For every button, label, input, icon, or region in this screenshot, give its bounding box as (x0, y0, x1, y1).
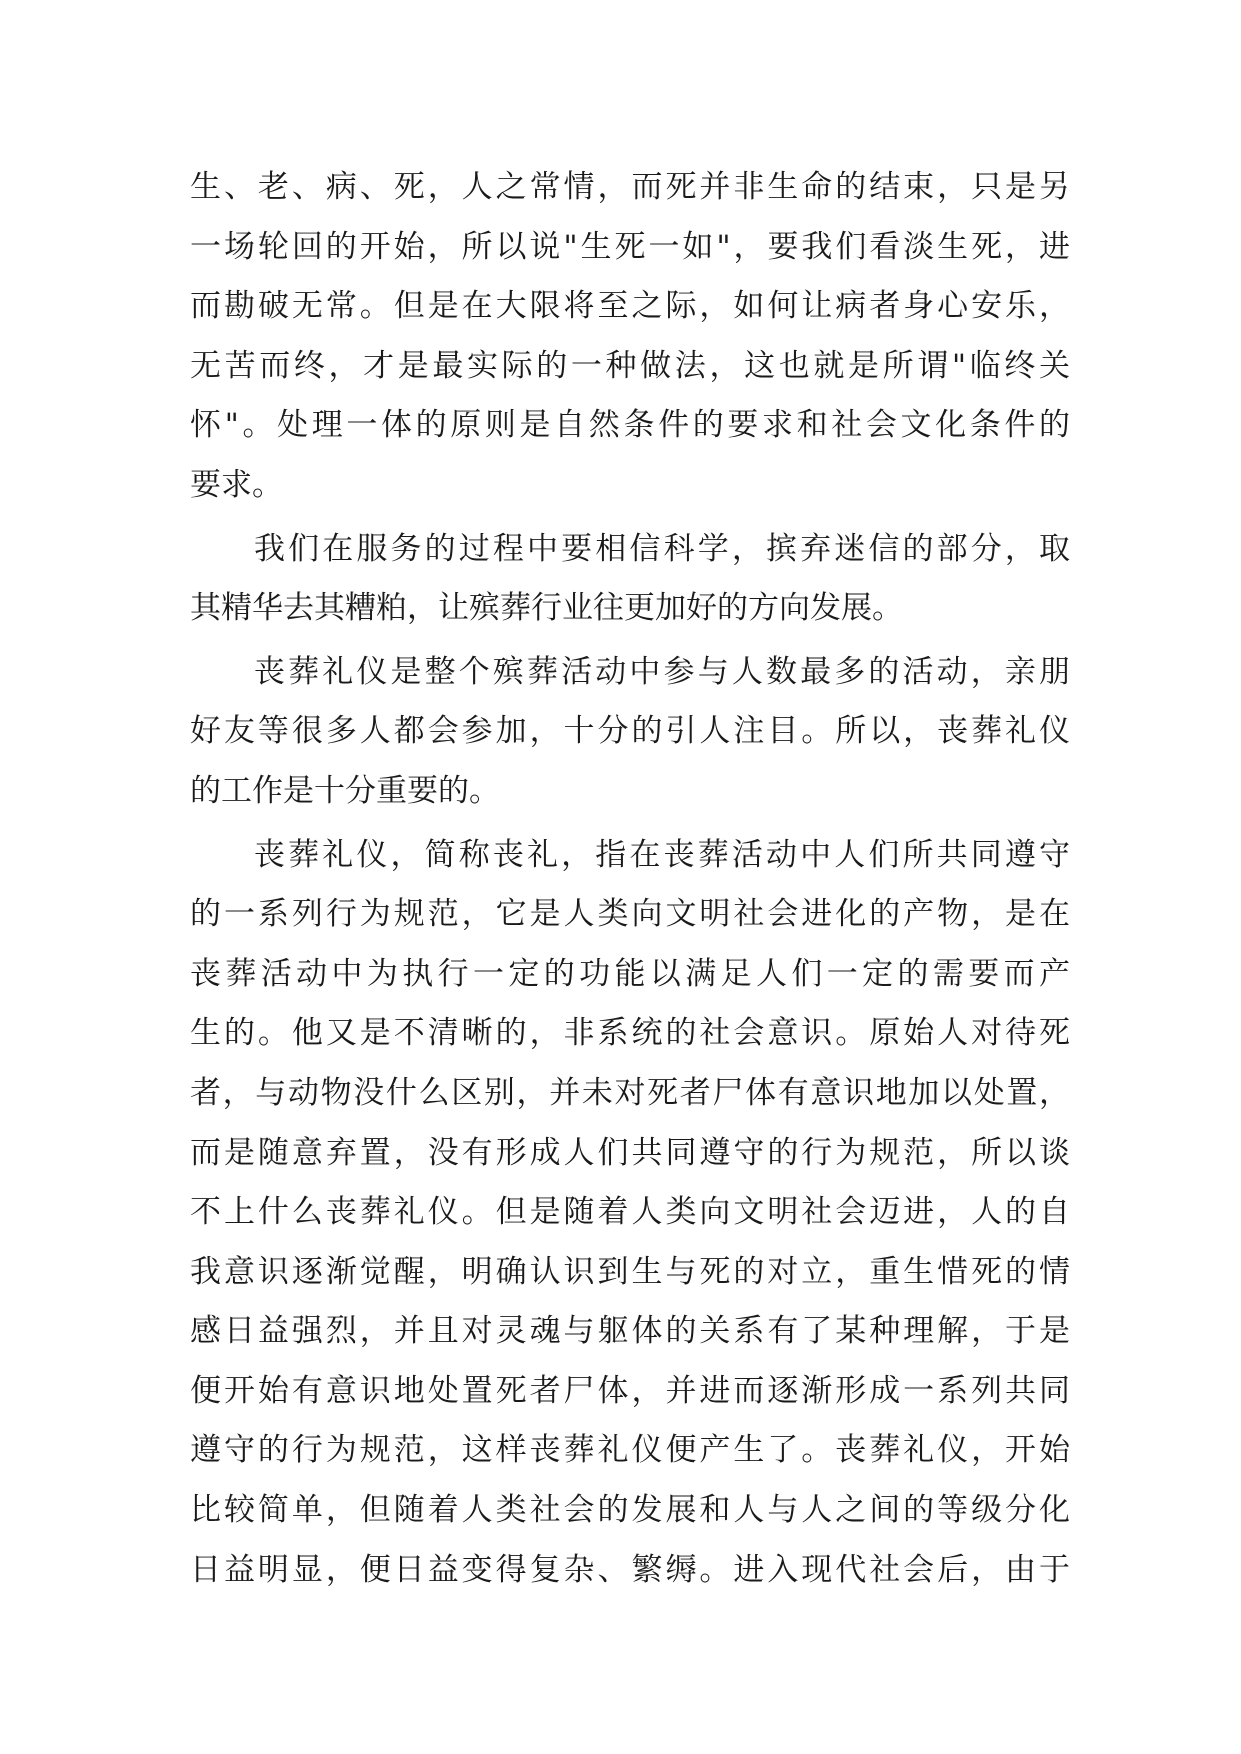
text-line: 丧葬礼仪是整个殡葬活动中参与人数最多的活动，亲朋 (254, 653, 1070, 690)
text-line: 生的。他又是不清晰的，非系统的社会意识。原始人对待死 (190, 1015, 1070, 1052)
text-line: 的工作是十分重要的。 (190, 772, 500, 809)
paragraph-1 (190, 158, 1070, 516)
text-line: 而勘破无常。但是在大限将至之际，如何让病者身心安乐， (190, 288, 1070, 325)
text-line: 日益明显，便日益变得复杂、繁缛。进入现代社会后，由于 (190, 1551, 1070, 1588)
paragraph-2 (190, 520, 1070, 639)
text-line: 我们在服务的过程中要相信科学，摈弃迷信的部分，取 (254, 530, 1070, 567)
paragraph-3 (190, 643, 1070, 822)
text-line: 不上什么丧葬礼仪。但是随着人类向文明社会迈进，人的自 (190, 1194, 1070, 1231)
text-line: 的一系列行为规范，它是人类向文明社会进化的产物，是在 (190, 896, 1070, 933)
text-line: 生、老、病、死，人之常情，而死并非生命的结束，只是另 (190, 169, 1070, 205)
text-line: 我意识逐渐觉醒，明确认识到生与死的对立，重生惜死的情 (190, 1253, 1070, 1290)
body-text (190, 158, 1070, 1600)
text-line: 丧葬活动中为执行一定的功能以满足人们一定的需要而产 (190, 955, 1070, 992)
paragraph-4 (190, 826, 1070, 1601)
text-line: 丧葬礼仪，简称丧礼，指在丧葬活动中人们所共同遵守 (254, 836, 1070, 873)
text-line: 好友等很多人都会参加，十分的引人注目。所以，丧葬礼仪 (190, 713, 1070, 750)
text-line: 者，与动物没什么区别，并未对死者尸体有意识地加以处置， (190, 1074, 1070, 1111)
text-line: 比较简单，但随着人类社会的发展和人与人之间的等级分化 (190, 1492, 1070, 1529)
text-line: 无苦而终，才是最实际的一种做法，这也就是所谓"临终关 (190, 347, 1070, 384)
text-line: 便开始有意识地处置死者尸体，并进而逐渐形成一系列共同 (190, 1372, 1070, 1409)
text-line: 一场轮回的开始，所以说"生死一如"，要我们看淡生死，进 (190, 228, 1070, 265)
text-line: 要求。 (190, 466, 283, 503)
text-line: 遵守的行为规范，这样丧葬礼仪便产生了。丧葬礼仪，开始 (190, 1432, 1070, 1469)
text-line: 感日益强烈，并且对灵魂与躯体的关系有了某种理解，于是 (190, 1313, 1070, 1350)
text-line: 怀"。处理一体的原则是自然条件的要求和社会文化条件的 (190, 407, 1070, 444)
text-line: 而是随意弃置，没有形成人们共同遵守的行为规范，所以谈 (190, 1134, 1070, 1171)
text-line: 其精华去其糟粕，让殡葬行业往更加好的方向发展。 (190, 590, 903, 627)
